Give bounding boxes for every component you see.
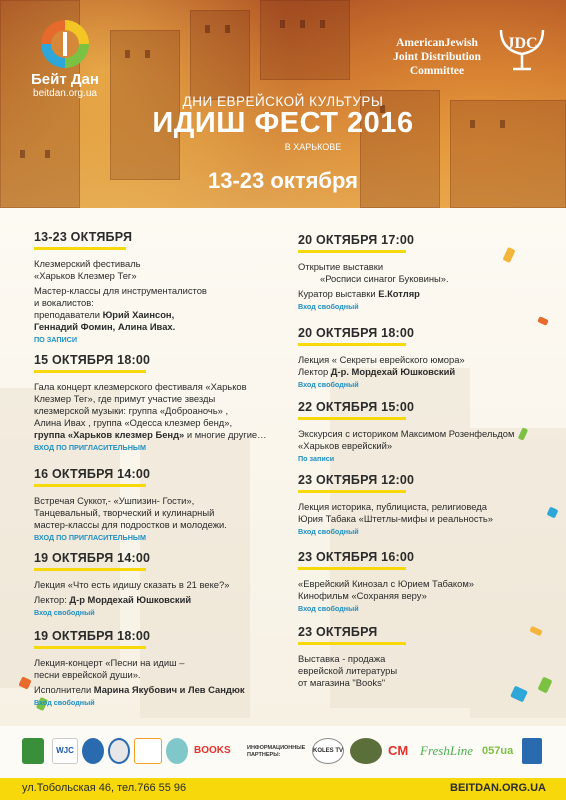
event-date: 23 ОКТЯБРЯ [298,625,378,639]
entry-tag: ВХОД ПО ПРИГЛАСИТЕЛЬНЫМ [34,533,146,542]
festival-header [0,0,566,208]
event-text: «Росписи синагог Буковины». [320,273,449,284]
event-date: 16 ОКТЯБРЯ 14:00 [34,467,151,481]
event-performer: Е.Котляр [378,288,420,299]
footer-website-link[interactable]: BEITDAN.ORG.UA [450,782,546,794]
event-19-oct-14 [34,549,284,617]
date-underline [298,567,406,570]
event-text: Лектор: [34,594,70,605]
event-text: «Еврейский Кинозал с Юрием Табаком» [298,578,474,589]
festival-subtitle: ДНИ ЕВРЕЙСКОЙ КУЛЬТУРЫ [182,94,384,109]
round-seal-icon[interactable] [108,738,130,764]
event-text: Выставка - продажа [298,653,386,664]
event-text: и многие другие… [184,429,267,440]
partners-label-line1: ИНФОРМАЦИОННЫЕ [247,745,306,751]
olive-seal-icon[interactable] [350,738,382,764]
event-date: 23 ОКТЯБРЯ 12:00 [298,473,415,487]
freshline-logo[interactable]: FreshLine [420,743,473,758]
event-text: клезмерской музыки: группа «Доброаночь» , [34,405,229,416]
event-16-oct [34,465,284,542]
entry-tag: Вход свободный [34,698,95,707]
event-date: 19 ОКТЯБРЯ 18:00 [34,629,151,643]
event-text: Гала концерт клезмерского фестиваля «Харьков [34,381,247,392]
building-logo-icon[interactable] [134,738,162,764]
org-name: Бейт Дан [31,71,99,88]
event-performer: Марина Якубович и Лев Сандюк [93,684,245,695]
date-underline [298,642,406,645]
date-underline [298,490,406,493]
date-underline [298,417,406,420]
event-text: группа «Харьков клезмер Бенд» [34,429,185,440]
figure-logo-icon[interactable] [522,738,542,764]
cm-logo[interactable]: CM [388,743,409,758]
date-underline [34,484,146,487]
entry-tag: Вход свободный [298,527,359,536]
event-performer: Геннадий Фомин, Алина Ивах. [34,321,176,332]
event-performer: Д-р Мордехай Юшковский [69,594,192,605]
date-underline [298,343,406,346]
jdc-line-1: AmericanJewish [396,37,478,49]
event-text: Алина Ивах , группа «Одесса клезмер бенд», [34,417,233,428]
event-text: Встречая Суккот,- «Ушпизин- Гости», [34,495,195,506]
beit-dan-logo[interactable] [30,20,100,99]
sponsors-strip [0,726,566,778]
event-23-oct-16 [298,548,548,613]
event-performer: Д-р. Мордехай Юшковский [330,366,456,377]
entry-tag: Вход свободный [34,608,95,617]
wjc-logo[interactable]: WJC [52,738,78,764]
event-text: Лекция « Секреты еврейского юмора» [298,354,465,365]
event-text: песни еврейской души». [34,669,141,680]
event-20-oct-17 [298,231,548,311]
date-underline [34,646,146,649]
circle-emblem-icon[interactable] [82,738,104,764]
event-text: Клезмер Тег», где примут участие звезды [34,393,216,404]
event-15-oct [34,351,294,452]
event-date: 23 ОКТЯБРЯ 16:00 [298,550,415,564]
event-text: и вокалистов: [34,297,94,308]
event-date: 20 ОКТЯБРЯ 17:00 [298,233,415,247]
jdc-line-3: Committee [409,65,465,77]
event-text: Танцевальный, творческий и кулинарный [34,507,215,518]
event-date: 22 ОКТЯБРЯ 15:00 [298,400,415,414]
date-underline [298,250,406,253]
event-text: Юрия Табака «Штетлы-мифы и реальность» [298,513,493,524]
entry-tag: Вход свободный [298,604,359,613]
entry-tag: ПО ЗАПИСИ [34,335,78,344]
event-date: 13-23 ОКТЯБРЯ [34,230,133,244]
festival-title: ИДИШ ФЕСТ 2016 [152,107,414,139]
event-13-23-oct [34,228,284,344]
event-performer: Юрий Хаинсон, [102,309,175,320]
entry-tag: По записи [298,454,335,463]
event-text: Лектор [298,366,331,377]
kharkiv-emblem-icon[interactable] [22,738,44,764]
event-text: «Харьков еврейский» [298,440,393,451]
koles-tv-logo[interactable]: KOLES TV [312,738,344,764]
event-23-oct-12 [298,471,548,536]
event-text: Куратор выставки [298,288,379,299]
event-text: Клезмерский фестиваль [34,258,141,269]
teal-circle-icon[interactable] [166,738,188,764]
event-text: Лекция-концерт «Песни на идиш – [34,657,185,668]
event-text: Лекция историка, публициста, религиоведа [298,501,487,512]
festival-dates: 13-23 октября [207,168,358,193]
event-text: Исполнители [34,684,94,695]
entry-tag: ВХОД ПО ПРИГЛАСИТЕЛЬНЫМ [34,443,146,452]
entry-tag: Вход свободный [298,302,359,311]
jdc-name [387,36,487,78]
date-underline [34,247,126,250]
date-underline [34,568,146,571]
menorah-icon [41,20,89,68]
event-19-oct-18 [34,627,284,707]
jdc-line-2: Joint Distribution [393,51,481,63]
event-text: Мастер-классы для инструменталистов [34,285,207,296]
event-text: еврейской литературы [298,665,398,676]
org-url[interactable]: beitdan.org.ua [33,88,97,99]
event-date: 20 ОКТЯБРЯ 18:00 [298,326,415,340]
footer-address: ул.Тобольская 46, тел.766 55 96 [22,782,187,794]
tv057-logo[interactable]: 057ua [482,745,514,757]
event-date: 15 ОКТЯБРЯ 18:00 [34,353,151,367]
entry-tag: Вход свободный [298,380,359,389]
event-text: мастер-классы для подростков и молодежи. [34,519,227,530]
event-text: Открытие выставки [298,261,384,272]
festival-city: В ХАРЬКОВЕ [284,142,342,152]
event-22-oct [298,398,558,463]
partners-label [247,745,305,759]
event-23-oct-books [298,623,548,689]
event-20-oct-18 [298,324,548,389]
event-text: от магазина "Books" [298,677,386,688]
event-text: «Харьков Клезмер Тег» [34,270,137,281]
event-date: 19 ОКТЯБРЯ 14:00 [34,551,151,565]
jdc-logo-text: JDC [506,35,538,52]
event-text: Кинофильм «Сохраняя веру» [298,590,427,601]
date-underline [34,370,146,373]
event-text: Лекция «Что есть идишу сказать в 21 веке?» [34,579,230,590]
event-text: преподаватели [34,309,103,320]
partners-label-line2: ПАРТНЕРЫ: [247,752,281,758]
jdc-logo[interactable] [493,24,551,76]
books-logo[interactable]: BOOKS [194,745,231,756]
footer-bar [0,778,566,800]
event-text: Экскурсия с историком Максимом Розенфельдом [298,428,515,439]
